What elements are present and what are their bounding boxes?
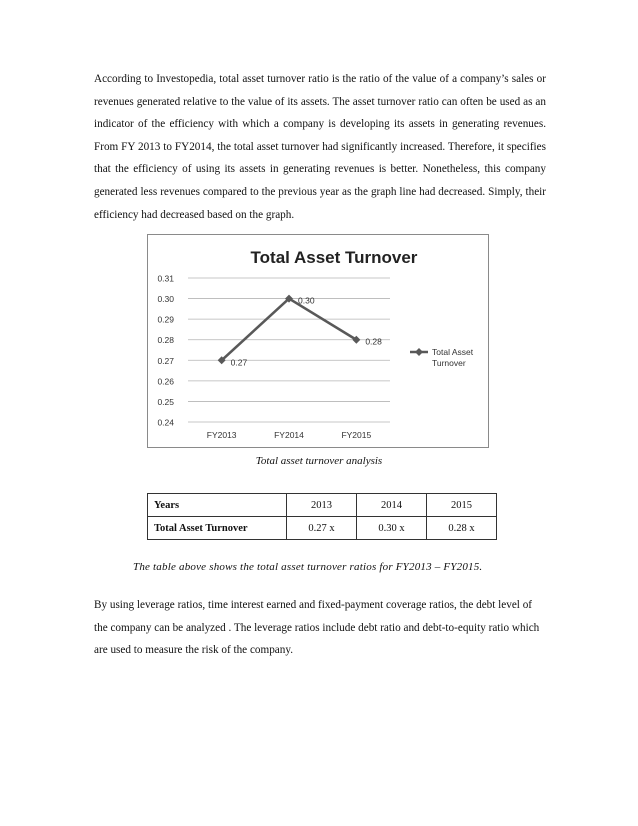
y-tick-label: 0.26 bbox=[157, 376, 174, 387]
table-row-label: Total Asset Turnover bbox=[148, 517, 287, 540]
table-cell: 0.28 x bbox=[427, 517, 497, 540]
table-header-cell: 2014 bbox=[357, 494, 427, 517]
series-line bbox=[222, 299, 357, 361]
paragraph-turnover-definition: According to Investopedia, total asset turnover ratio is the ratio of the value of a company’s sales or revenues generated relative to the value of its assets. The asset turnover ratio can often be used as an indicator of the efficiency with which a company is developing its assets in generating revenues. From FY 2013 to FY2014, the total asset turnover had significantly increased. Therefore, it specifies that the efficiency of using its assets in generating revenues is better. Nonetheless, this company generated less revenues compared to the previous year as the graph line had decreased. Simply, their efficiency had decreased based on the graph. bbox=[94, 73, 546, 221]
table-header-cell: 2013 bbox=[287, 494, 357, 517]
chart-caption: Total asset turnover analysis bbox=[255, 455, 383, 467]
legend-label: Total Asset Turnover bbox=[432, 347, 474, 368]
x-tick-label: FY2013 bbox=[206, 430, 237, 440]
table-header-row bbox=[148, 494, 497, 517]
y-tick-label: 0.31 bbox=[157, 273, 174, 284]
y-tick-label: 0.25 bbox=[157, 396, 174, 407]
data-label: 0.28 bbox=[365, 336, 382, 347]
chart-svg bbox=[148, 235, 490, 449]
y-tick-label: 0.29 bbox=[157, 314, 174, 325]
table-header-cell: 2015 bbox=[427, 494, 497, 517]
turnover-table bbox=[147, 493, 497, 540]
x-tick-label: FY2015 bbox=[341, 430, 372, 440]
paragraph-leverage-ratios: By using leverage ratios, time interest earned and fixed-payment coverage ratios, the debt level of the company can be analyzed . The leverage ratios include debt ratio and debt-to-equity ratio which are used to measure the risk of the company. bbox=[94, 599, 540, 657]
y-tick-label: 0.28 bbox=[157, 335, 174, 346]
data-label: 0.30 bbox=[298, 295, 315, 306]
legend-marker bbox=[415, 348, 423, 356]
y-tick-label: 0.27 bbox=[157, 355, 174, 366]
y-tick-label: 0.24 bbox=[157, 417, 174, 428]
table-row bbox=[148, 517, 497, 540]
chart-title: Total Asset Turnover bbox=[250, 248, 418, 267]
y-tick-label: 0.30 bbox=[157, 294, 174, 305]
x-tick-label: FY2014 bbox=[274, 430, 304, 440]
table-header-cell: Years bbox=[148, 494, 287, 517]
table-caption: The table above shows the total asset turnover ratios for FY2013 – FY2015. bbox=[133, 561, 483, 573]
data-label: 0.27 bbox=[230, 357, 248, 368]
chart-total-asset-turnover bbox=[147, 234, 489, 448]
table-cell: 0.30 x bbox=[357, 517, 427, 540]
table-cell: 0.27 x bbox=[287, 517, 357, 540]
